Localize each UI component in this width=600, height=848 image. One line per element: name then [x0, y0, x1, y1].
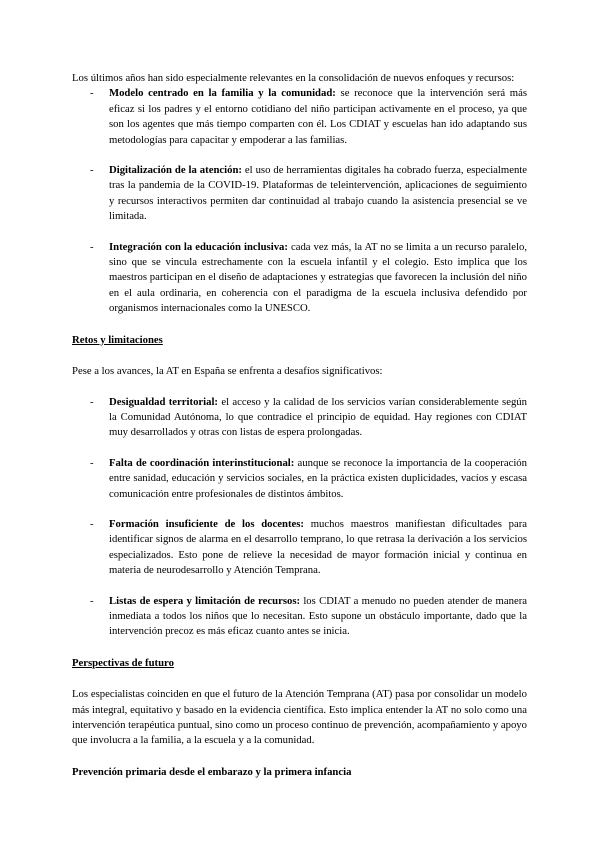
list-dash: - — [90, 164, 94, 177]
subsection-heading: Prevención primaria desde el embarazo y la primera infancia — [72, 765, 352, 778]
retos-intro: Pese a los avances, la AT en España se enfrenta a desafíos significativos: — [72, 365, 383, 378]
list-item-text: el uso de herramientas digitales ha cobrado fuerza, especialmente tras la pandemia de la COVID-19. Plataformas de teleintervención, aplicaciones de seguimiento y recursos interactivos permiten dar continuidad al trabajo cuando la asistencia presencial se ve limitada. — [109, 164, 527, 223]
list-item-text: se reconoce que la intervención será más eficaz si los padres y el entorno cotidiano del niño participan activamente en el proceso, ya que son los agentes que más tiempo comparten con él. Los CDIAT y escuelas han ido adaptando sus metodologías para capacitar y empoderar a las familias. — [109, 87, 528, 146]
list-item — [72, 163, 527, 225]
list-item-text: cada vez más, la AT no se limita a un recurso paralelo, sino que se vincula estrechamente con la escuela infantil y el colegio. Esto implica que los maestros participan en el diseño de adaptaciones y estrategias que favorecen la inclusión del niño en el aula ordinaria, en coherencia con el paradigma de la escuela inclusiva defendido por organismos internacionales como la UNESCO. — [109, 240, 527, 315]
list-item-text: aunque se reconoce la importancia de la cooperación entre sanidad, educación y servicios sociales, en la práctica existen duplicidades, vacíos y escasa comunicación entre profesionales de distintos ámbitos. — [109, 456, 527, 500]
list-dash: - — [90, 594, 94, 607]
perspectivas-paragraph: Los especialistas coinciden en que el futuro de la Atención Temprana (AT) pasa por consolidar un modelo más integral, equitativo y basado en la evidencia científica. Esto implica entender la AT no solo como una intervención terapéutica puntual, sino como un proceso continuo de prevención, acompañamiento y apoyo que involucra a la familia, a la escuela y a la comunidad. — [72, 688, 527, 747]
section-heading-retos: Retos y limitaciones — [72, 333, 163, 346]
list-item-text: el acceso y la calidad de los servicios varían considerablemente según la Comunidad Autónoma, lo que contradice el principio de equidad. Hay regiones con CDIAT muy desarrollados y otras con listas de espera prolongadas. — [109, 395, 527, 439]
list-item-title: Modelo centrado en la familia y la comunidad: — [109, 87, 336, 100]
list-item — [72, 395, 527, 441]
list-item-title: Formación insuficiente de los docentes: — [109, 517, 304, 530]
list-item-title: Integración con la educación inclusiva: — [109, 240, 288, 253]
list-dash: - — [90, 456, 94, 469]
retos-list — [72, 395, 527, 640]
list-item — [72, 240, 527, 317]
list-item — [72, 594, 527, 640]
list-item-text: muchos maestros manifiestan dificultades para identificar signos de alarma en el desarrollo temprano, lo que retrasa la derivación a los servicios especializados. Esto pone de relieve la necesidad de mayor formación inicial y continua en materia de neurodesarrollo y Atención Temprana. — [109, 517, 528, 577]
list-item — [72, 86, 527, 148]
list-dash: - — [90, 517, 94, 530]
intro-paragraph: Los últimos años han sido especialmente relevantes en la consolidación de nuevos enfoques y recursos: — [72, 72, 515, 84]
list-item — [72, 517, 527, 579]
list-item-title: Desigualdad territorial: — [109, 395, 218, 408]
list-item-title: Digitalización de la atención: — [109, 164, 242, 177]
list-dash: - — [90, 87, 94, 100]
list-dash: - — [90, 395, 94, 408]
list-item-title: Falta de coordinación interinstitucional: — [109, 456, 295, 469]
list-item — [72, 456, 527, 502]
section-heading-perspectivas: Perspectivas de futuro — [72, 656, 174, 669]
list-item-text: los CDIAT a menudo no pueden atender de manera inmediata a todos los niños que lo necesitan. Esto supone un obstáculo importante, dado que la intervención precoz es más eficaz cuanto antes se inicia. — [109, 594, 527, 638]
intro-list — [72, 86, 527, 316]
list-item-title: Listas de espera y limitación de recursos: — [109, 594, 301, 607]
list-dash: - — [90, 240, 94, 253]
